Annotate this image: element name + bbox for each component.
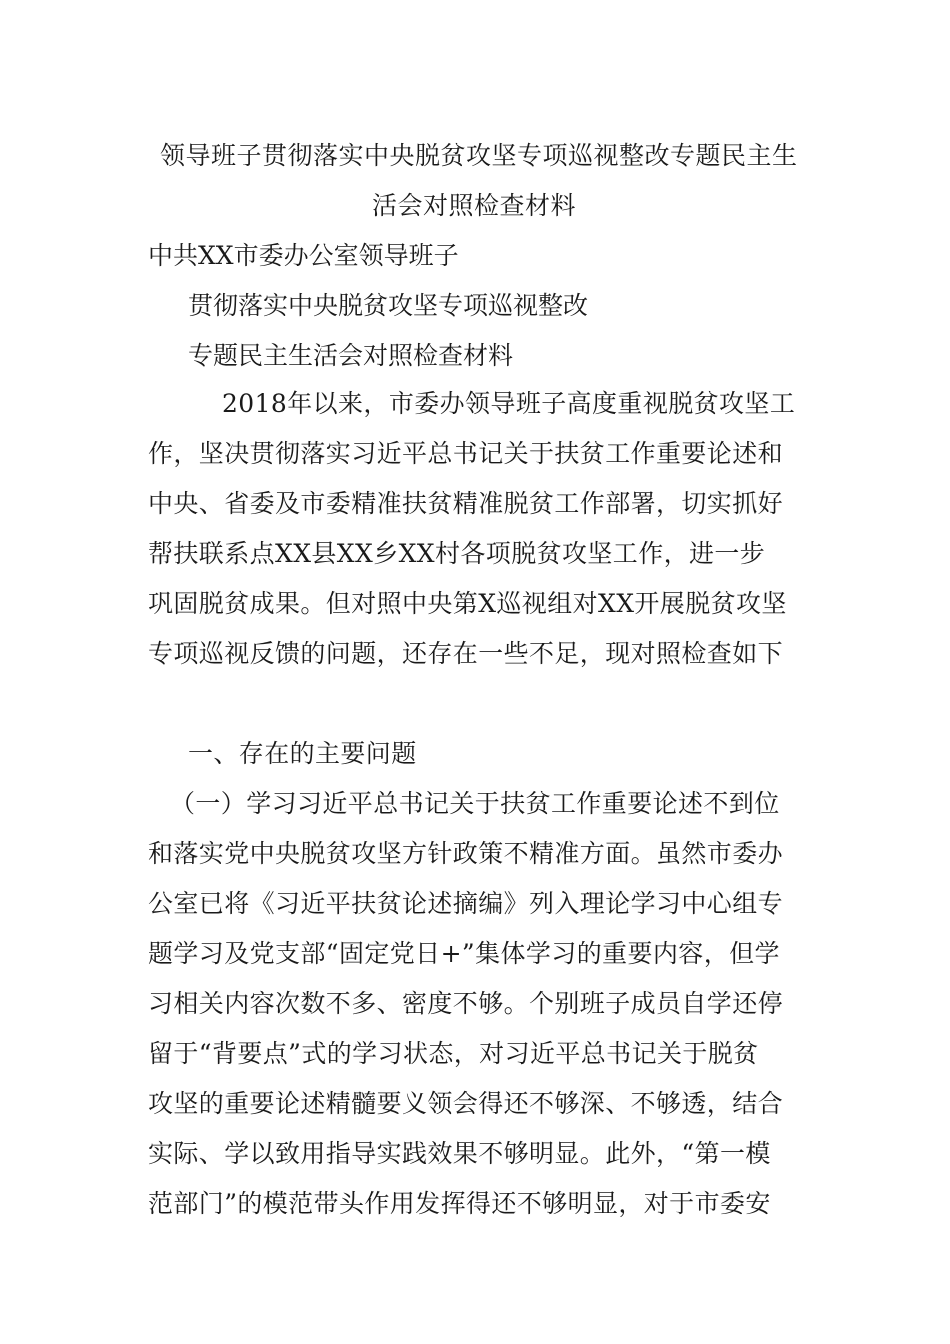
intro-paragraph-line: 作，坚决贯彻落实习近平总书记关于扶贫工作重要论述和 [148,439,784,468]
subtitle-line-2: 专题民主生活会对照检查材料 [188,341,514,370]
subsection-paragraph-line: 公室已将《习近平扶贫论述摘编》列入理论学习中心组专 [148,889,784,918]
subsection-paragraph-line: 习相关内容次数不多、密度不够。个别班子成员自学还停 [148,989,784,1018]
subsection-paragraph-line: （一）学习习近平总书记关于扶贫工作重要论述不到位 [170,789,780,818]
intro-paragraph-line: 专项巡视反馈的问题，还存在一些不足，现对照检查如下 [148,639,784,668]
document-title-line-2: 活会对照检查材料 [372,191,577,220]
issuer-line: 中共XX市委办公室领导班子 [148,241,459,270]
subsection-paragraph-line: 留于“背要点”式的学习状态，对习近平总书记关于脱贫 [148,1039,759,1068]
subsection-paragraph-line: 题学习及党支部“固定党日+”集体学习的重要内容，但学 [148,939,780,968]
intro-paragraph-line: 2018年以来，市委办领导班子高度重视脱贫攻坚工 [222,389,796,418]
subsection-paragraph-line: 和落实党中央脱贫攻坚方针政策不精准方面。虽然市委办 [148,839,784,868]
section-heading: 一、存在的主要问题 [188,739,417,768]
document-title-line-1: 领导班子贯彻落实中央脱贫攻坚专项巡视整改专题民主生 [160,141,798,170]
subtitle-line-1: 贯彻落实中央脱贫攻坚专项巡视整改 [188,291,589,320]
subsection-paragraph-line: 攻坚的重要论述精髓要义领会得还不够深、不够透，结合 [148,1089,784,1118]
intro-paragraph-line: 帮扶联系点XX县XX乡XX村各项脱贫攻坚工作，进一步 [148,539,766,568]
intro-paragraph-line: 中央、省委及市委精准扶贫精准脱贫工作部署，切实抓好 [148,489,784,518]
subsection-paragraph-line: 实际、学以致用指导实践效果不够明显。此外，“第一模 [148,1139,771,1168]
subsection-paragraph-line: 范部门”的模范带头作用发挥得还不够明显，对于市委安 [148,1189,771,1218]
intro-paragraph-line: 巩固脱贫成果。但对照中央第X巡视组对XX开展脱贫攻坚 [148,589,787,618]
